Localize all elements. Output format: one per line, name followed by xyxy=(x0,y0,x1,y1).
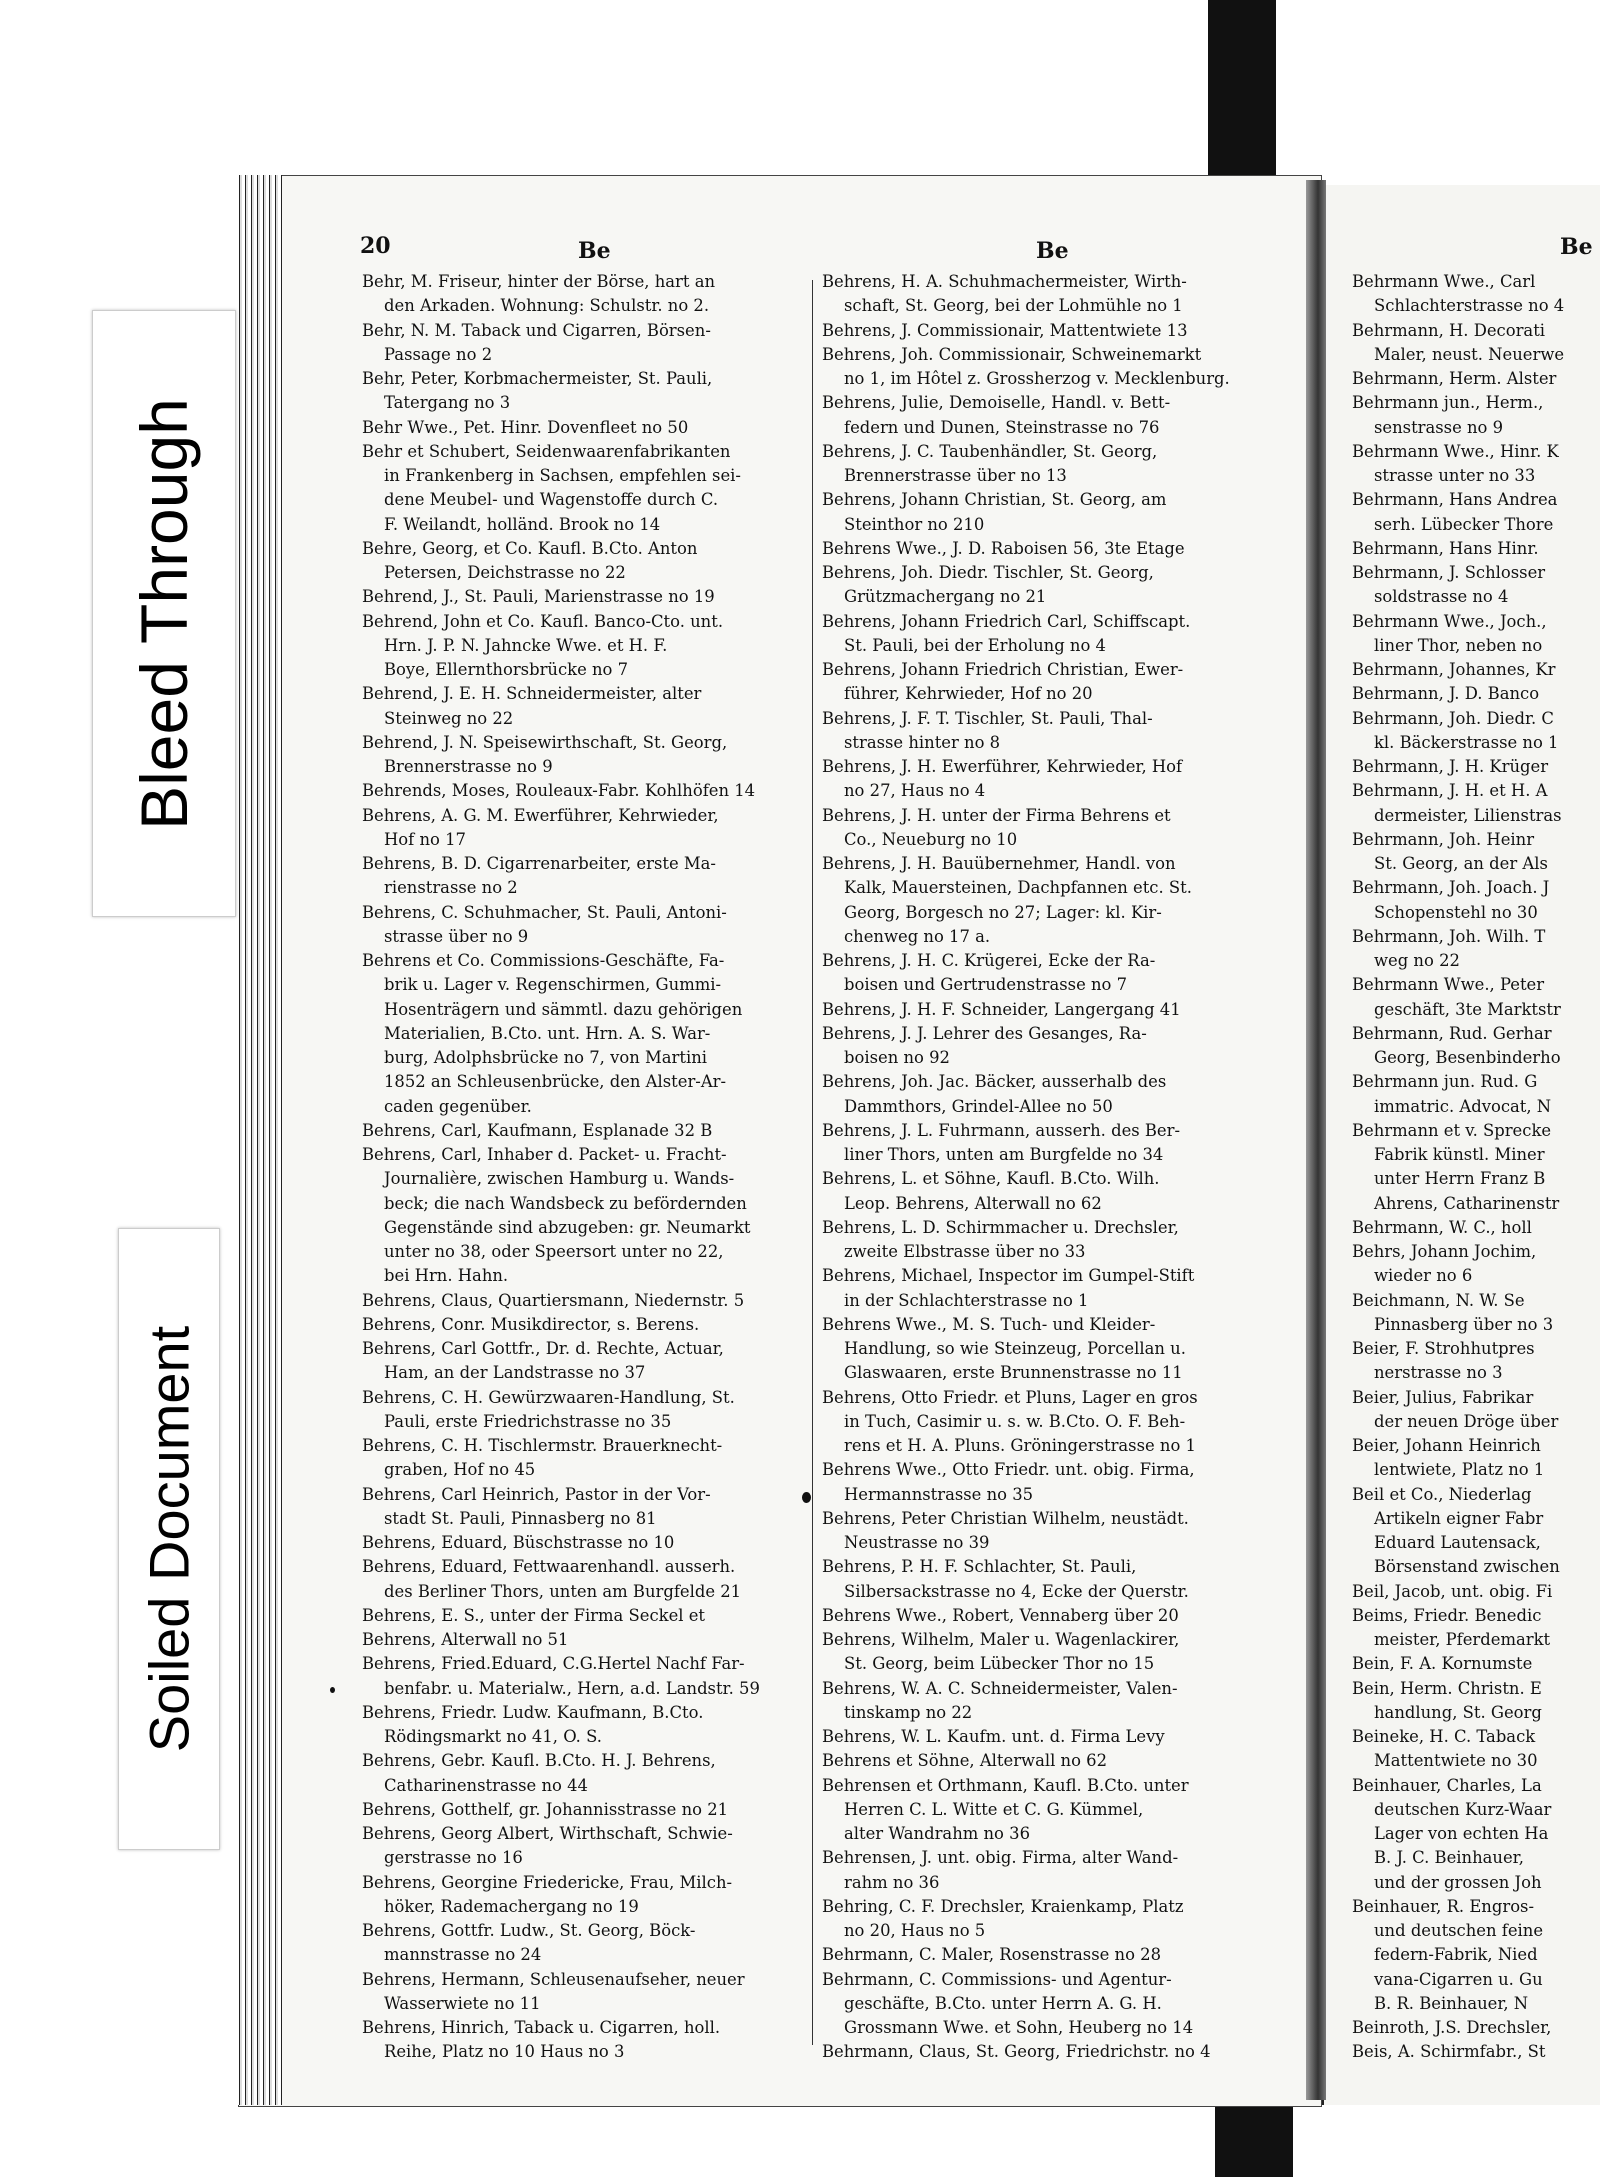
entry-line: schaft, St. Georg, bei der Lohmühle no 1 xyxy=(844,296,1183,316)
entry-line: Behrens, Joh. Commissionair, Schweinemarkt xyxy=(822,344,1202,364)
entry-line: Behrens, L. et Söhne, Kaufl. B.Cto. Wilh. xyxy=(822,1169,1160,1189)
entry-line: St. Georg, an der Als xyxy=(1374,854,1548,873)
entry-line: Behrmann jun., Herm., xyxy=(1352,393,1544,413)
entry-line: geschäft, 3te Marktstr xyxy=(1374,999,1561,1019)
entry-line: Materialien, B.Cto. unt. Hrn. A. S. War- xyxy=(384,1023,711,1043)
page-header-left: Be xyxy=(578,238,611,264)
entry-line: Behrmann, W. C., holl xyxy=(1352,1217,1532,1237)
entry-line: Behrmann et v. Sprecke xyxy=(1352,1120,1552,1140)
entry-line: boisen no 92 xyxy=(844,1048,950,1067)
entry-line: Behrmann Wwe., Carl xyxy=(1352,272,1536,291)
entry-line: Brennerstrasse über no 13 xyxy=(844,466,1067,485)
entry-line: Wasserwiete no 11 xyxy=(384,1993,541,2013)
ink-spot xyxy=(330,1687,335,1693)
soiled-document-text: Soiled Document xyxy=(137,1325,201,1753)
entry-line: Behrens Wwe., J. D. Raboisen 56, 3te Etage xyxy=(822,538,1185,558)
entry-line: Georg, Besenbinderho xyxy=(1374,1048,1561,1067)
entry-line: kl. Bäckerstrasse no 1 xyxy=(1374,732,1559,752)
entry-line: Behrens, Johann Friedrich Carl, Schiffscapt. xyxy=(822,611,1191,631)
entry-line: unter Herrn Franz B xyxy=(1374,1169,1546,1189)
entry-line: Behrens, J. H. F. Schneider, Langergang 41 xyxy=(822,999,1181,1019)
entry-line: boisen und Gertrudenstrasse no 7 xyxy=(844,975,1128,995)
entry-line: Beier, Johann Heinrich xyxy=(1352,1436,1541,1455)
entry-line: 1852 an Schleusenbrücke, den Alster-Ar- xyxy=(384,1072,727,1092)
soiled-document-label xyxy=(118,1228,220,1850)
entry-line: Behrens, B. D. Cigarrenarbeiter, erste Ma- xyxy=(362,854,716,873)
entry-line: Behrmann, Joh. Wilh. T xyxy=(1352,926,1546,946)
entry-line: chenweg no 17 a. xyxy=(844,926,991,946)
entry-line: B. J. C. Beinhauer, xyxy=(1374,1848,1524,1868)
entry-line: liner Thors, unten am Burgfelde no 34 xyxy=(844,1145,1164,1164)
entry-line: Steinweg no 22 xyxy=(384,708,514,728)
entry-line: beck; die nach Wandsbeck zu befördernden xyxy=(384,1193,747,1213)
entry-line: Behrmann, Joh. Joach. J xyxy=(1352,878,1550,898)
entry-line: Hermannstrasse no 35 xyxy=(844,1484,1034,1504)
entry-line: Lager von echten Ha xyxy=(1374,1824,1549,1843)
entry-line: Behrens, Conr. Musikdirector, s. Berens. xyxy=(362,1314,700,1334)
entry-line: B. R. Beinhauer, N xyxy=(1374,1993,1529,2013)
entry-line: und der grossen Joh xyxy=(1374,1872,1542,1892)
entry-line: Beinhauer, Charles, La xyxy=(1352,1775,1542,1795)
entry-line: Behrens, Hinrich, Taback u. Cigarren, holl. xyxy=(362,2018,721,2037)
entry-line: Grützmachergang no 21 xyxy=(844,587,1047,607)
entry-line: senstrasse no 9 xyxy=(1374,417,1504,437)
entry-line: Pinnasberg über no 3 xyxy=(1374,1314,1554,1334)
entry-line: Börsenstand zwischen xyxy=(1374,1557,1560,1577)
entry-line: in Tuch, Casimir u. s. w. B.Cto. O. F. Beh- xyxy=(844,1411,1186,1431)
page-header-center: Be xyxy=(1036,238,1069,264)
entry-line: Behrens, Georgine Friedericke, Frau, Milch- xyxy=(362,1872,733,1892)
entry-line: in der Schlachterstrasse no 1 xyxy=(844,1290,1089,1310)
entry-line: Fabrik künstl. Miner xyxy=(1374,1145,1545,1164)
entry-line: Behrens, Friedr. Ludw. Kaufmann, B.Cto. xyxy=(362,1702,704,1722)
page-header-right: Be xyxy=(1560,234,1593,260)
entry-line: Behrend, J., St. Pauli, Marienstrasse no 19 xyxy=(362,587,715,607)
entry-line: Behrmann Wwe., Hinr. K xyxy=(1352,441,1559,461)
entry-line: Behrens, Gottfr. Ludw., St. Georg, Böck- xyxy=(362,1921,696,1940)
entry-line: Bein, F. A. Kornumste xyxy=(1352,1654,1533,1674)
entry-line: Behrmann, C. Commissions- und Agentur- xyxy=(822,1969,1172,1989)
entry-line: Behre, Georg, et Co. Kaufl. B.Cto. Anton xyxy=(362,538,698,558)
entry-line: Hosenträgern und sämmtl. dazu gehörigen xyxy=(384,999,743,1019)
entry-line: Behrens, W. L. Kaufm. unt. d. Firma Levy xyxy=(822,1727,1165,1746)
directory-column-right xyxy=(1352,270,1600,2065)
entry-line: tinskamp no 22 xyxy=(844,1702,973,1722)
entry-line: brik u. Lager v. Regenschirmen, Gummi- xyxy=(384,975,722,995)
entry-line: alter Wandrahm no 36 xyxy=(844,1824,1030,1843)
entry-line: Rödingsmarkt no 41, O. S. xyxy=(384,1727,602,1746)
entry-line: Behrens, J. H. Ewerführer, Kehrwieder, Hof xyxy=(822,757,1183,776)
entry-line: Behrens et Co. Commissions-Geschäfte, Fa- xyxy=(362,951,725,970)
entry-line: Behrmann, J. H. et H. A xyxy=(1352,781,1548,801)
binding-strap-bottom xyxy=(1215,2105,1293,2177)
entry-line: Behrmann, Hans Andrea xyxy=(1352,490,1558,510)
entry-line: Behrmann, Rud. Gerhar xyxy=(1352,1023,1552,1043)
entry-line: Behrens, Johann Christian, St. Georg, am xyxy=(822,490,1167,510)
entry-line: in Frankenberg in Sachsen, empfehlen sei- xyxy=(384,466,741,485)
entry-line: Beinhauer, R. Engros- xyxy=(1352,1896,1535,1916)
entry-line: Behrens, Eduard, Fettwaarenhandl. ausserh. xyxy=(362,1557,736,1577)
entry-line: Behrens, Joh. Jac. Bäcker, ausserhalb des xyxy=(822,1072,1167,1092)
entry-line: Behrens, Michael, Inspector im Gumpel-Stift xyxy=(822,1266,1195,1286)
entry-line: Behrend, J. N. Speisewirthschaft, St. Georg, xyxy=(362,732,728,752)
bleed-through-text: Bleed Through xyxy=(127,397,201,830)
entry-line: Handlung, so wie Steinzeug, Porcellan u. xyxy=(844,1339,1186,1358)
entry-line: Behrens, J. C. Taubenhändler, St. Georg, xyxy=(822,441,1158,461)
entry-line: Hrn. J. P. N. Jahncke Wwe. et H. F. xyxy=(384,635,668,655)
entry-line: no 1, im Hôtel z. Grossherzog v. Mecklenburg. xyxy=(844,369,1230,388)
entry-line: Behrens Wwe., Otto Friedr. unt. obig. Firma, xyxy=(822,1460,1195,1480)
entry-line: Behrens, Carl Gottfr., Dr. d. Rechte, Actuar, xyxy=(362,1339,724,1358)
entry-line: Behrens, C. H. Gewürzwaaren-Handlung, St. xyxy=(362,1387,735,1407)
entry-line: St. Georg, beim Lübecker Thor no 15 xyxy=(844,1654,1155,1674)
entry-line: Journalière, zwischen Hamburg u. Wands- xyxy=(384,1169,735,1189)
entry-line: Behrend, J. E. H. Schneidermeister, alter xyxy=(362,684,702,704)
entry-line: burg, Adolphsbrücke no 7, von Martini xyxy=(384,1048,707,1067)
entry-line: Behrens, Peter Christian Wilhelm, neustädt. xyxy=(822,1508,1189,1528)
entry-line: Beier, Julius, Fabrikar xyxy=(1352,1387,1534,1407)
entry-line: vana-Cigarren u. Gu xyxy=(1374,1969,1543,1989)
entry-line: Behrens, J. H. C. Krügerei, Ecke der Ra- xyxy=(822,951,1156,970)
entry-line: Brennerstrasse no 9 xyxy=(384,757,553,776)
entry-line: Maler, neust. Neuerwe xyxy=(1374,344,1565,364)
entry-line: geschäfte, B.Cto. unter Herrn A. G. H. xyxy=(844,1993,1162,2013)
entry-line: Behrens, Gebr. Kaufl. B.Cto. H. J. Behrens, xyxy=(362,1751,716,1771)
entry-line: Herren C. L. Witte et C. G. Kümmel, xyxy=(844,1799,1144,1819)
entry-line: Neustrasse no 39 xyxy=(844,1533,990,1552)
entry-line: Behrens, J. H. unter der Firma Behrens et xyxy=(822,805,1171,825)
page-edge-stack xyxy=(236,175,282,2105)
entry-line: caden gegenüber. xyxy=(384,1096,532,1116)
entry-line: liner Thor, neben no xyxy=(1374,635,1543,655)
page-number: 20 xyxy=(360,233,391,259)
entry-line: Behrens, Carl, Inhaber d. Packet- u. Fracht- xyxy=(362,1145,727,1164)
entry-line: Tatergang no 3 xyxy=(384,393,511,413)
entry-line: Glaswaaren, erste Brunnenstrasse no 11 xyxy=(844,1363,1183,1383)
entry-line: handlung, St. Georg xyxy=(1374,1702,1542,1722)
entry-line: deutschen Kurz-Waar xyxy=(1374,1799,1552,1819)
entry-line: Behrmann, Joh. Heinr xyxy=(1352,829,1535,849)
entry-line: Beier, F. Strohhutpres xyxy=(1352,1339,1535,1358)
entry-line: strasse über no 9 xyxy=(384,926,529,946)
entry-line: Gegenstände sind abzugeben: gr. Neumarkt xyxy=(384,1217,751,1237)
entry-line: Boye, Ellernthorsbrücke no 7 xyxy=(384,660,629,679)
entry-line: Behrmann, J. Schlosser xyxy=(1352,563,1546,582)
entry-line: Behrmann, Hans Hinr. xyxy=(1352,538,1539,558)
entry-line: Steinthor no 210 xyxy=(844,514,985,534)
entry-line: Behrens, Alterwall no 51 xyxy=(362,1630,569,1649)
entry-line: rens et H. A. Pluns. Gröningerstrasse no 1 xyxy=(844,1436,1196,1455)
entry-line: Behrmann Wwe., Peter xyxy=(1352,975,1545,995)
entry-line: gerstrasse no 16 xyxy=(384,1848,523,1868)
entry-line: Behrmann Wwe., Joch., xyxy=(1352,611,1547,631)
entry-line: Behrens, J. F. T. Tischler, St. Pauli, Thal- xyxy=(822,708,1153,728)
book-gutter xyxy=(1306,180,1326,2100)
entry-line: Behrens, Carl Heinrich, Pastor in der Vor- xyxy=(362,1484,711,1504)
entry-line: Behrens, L. D. Schirmmacher u. Drechsler, xyxy=(822,1217,1179,1237)
entry-line: Behrens et Söhne, Alterwall no 62 xyxy=(822,1751,1108,1771)
entry-line: Reihe, Platz no 10 Haus no 3 xyxy=(384,2042,625,2062)
entry-line: Behrens, E. S., unter der Firma Seckel et xyxy=(362,1605,706,1625)
entry-line: Mattentwiete no 30 xyxy=(1374,1751,1538,1771)
entry-line: Behrens, H. A. Schuhmachermeister, Wirth- xyxy=(822,272,1187,291)
entry-line: no 20, Haus no 5 xyxy=(844,1921,986,1940)
entry-line: unter no 38, oder Speersort unter no 22, xyxy=(384,1242,724,1261)
entry-line: Behring, C. F. Drechsler, Kraienkamp, Platz xyxy=(822,1896,1184,1916)
entry-line: Behrens, Joh. Diedr. Tischler, St. Georg, xyxy=(822,563,1154,582)
entry-line: führer, Kehrwieder, Hof no 20 xyxy=(844,684,1093,704)
entry-line: Grossmann Wwe. et Sohn, Heuberg no 14 xyxy=(844,2018,1194,2037)
entry-line: lentwiete, Platz no 1 xyxy=(1374,1460,1545,1480)
entry-line: F. Weilandt, holländ. Brook no 14 xyxy=(384,514,661,534)
entry-line: Behrmann, J. H. Krüger xyxy=(1352,757,1549,776)
entry-line: Behrmann, Joh. Diedr. C xyxy=(1352,708,1554,728)
entry-line: Behrend, John et Co. Kaufl. Banco-Cto. unt. xyxy=(362,611,724,631)
directory-column-middle xyxy=(822,270,1277,2065)
entry-line: Leop. Behrens, Alterwall no 62 xyxy=(844,1193,1102,1213)
entry-line: Co., Neueburg no 10 xyxy=(844,829,1018,849)
entry-line: Beichmann, N. W. Se xyxy=(1352,1290,1525,1310)
bleed-through-label xyxy=(92,310,236,917)
entry-line: St. Pauli, bei der Erholung no 4 xyxy=(844,635,1106,655)
column-rule xyxy=(812,280,813,2045)
entry-line: Kalk, Mauersteinen, Dachpfannen etc. St. xyxy=(844,878,1192,898)
entry-line: serh. Lübecker Thore xyxy=(1374,514,1554,534)
entry-line: Hof no 17 xyxy=(384,829,466,849)
entry-line: Behrensen et Orthmann, Kaufl. B.Cto. unter xyxy=(822,1775,1189,1795)
entry-line: Schlachterstrasse no 4 xyxy=(1374,296,1565,316)
entry-line: Pauli, erste Friedrichstrasse no 35 xyxy=(384,1411,672,1431)
entry-line: Beil et Co., Niederlag xyxy=(1352,1484,1532,1504)
entry-line: Behr, Peter, Korbmachermeister, St. Pauli, xyxy=(362,369,713,388)
entry-line: Bein, Herm. Christn. E xyxy=(1352,1678,1542,1698)
entry-line: Behrens, Otto Friedr. et Pluns, Lager en gros xyxy=(822,1387,1198,1407)
entry-line: Petersen, Deichstrasse no 22 xyxy=(384,563,626,582)
directory-column-left xyxy=(362,270,810,2065)
entry-line: Behrens, Carl, Kaufmann, Esplanade 32 B xyxy=(362,1120,713,1140)
entry-line: Ahrens, Catharinenstr xyxy=(1374,1193,1560,1213)
entry-line: Behrens, J. J. Lehrer des Gesanges, Ra- xyxy=(822,1023,1147,1043)
entry-line: Behrens, C. Schuhmacher, St. Pauli, Antoni- xyxy=(362,902,727,922)
entry-line: Behrens, Julie, Demoiselle, Handl. v. Bett- xyxy=(822,393,1171,413)
entry-line: soldstrasse no 4 xyxy=(1374,587,1509,607)
entry-line: Schopenstehl no 30 xyxy=(1374,902,1538,922)
entry-line: Behrens, J. Commissionair, Mattentwiete 13 xyxy=(822,320,1188,340)
entry-line: Behrens, Eduard, Büschstrasse no 10 xyxy=(362,1533,675,1552)
entry-line: Behrmann, Herm. Alster xyxy=(1352,369,1557,388)
entry-line: zweite Elbstrasse über no 33 xyxy=(844,1242,1086,1261)
entry-line: meister, Pferdemarkt xyxy=(1374,1630,1551,1649)
entry-line: Beineke, H. C. Taback xyxy=(1352,1727,1536,1746)
entry-line: Behrens, Fried.Eduard, C.G.Hertel Nachf Far- xyxy=(362,1654,745,1674)
entry-line: rienstrasse no 2 xyxy=(384,878,518,898)
entry-line: Georg, Borgesch no 27; Lager: kl. Kir- xyxy=(844,902,1162,922)
binding-strap-top xyxy=(1208,0,1276,178)
entry-line: Behrens, Claus, Quartiersmann, Niedernstr. 5 xyxy=(362,1290,745,1310)
entry-line: Behrmann, Johannes, Kr xyxy=(1352,660,1556,679)
entry-line: Beims, Friedr. Benedic xyxy=(1352,1605,1542,1625)
entry-line: Passage no 2 xyxy=(384,344,493,364)
entry-line: den Arkaden. Wohnung: Schulstr. no 2. xyxy=(384,296,710,316)
entry-line: Beinroth, J.S. Drechsler, xyxy=(1352,2018,1552,2037)
entry-line: Behrs, Johann Jochim, xyxy=(1352,1242,1537,1261)
entry-line: Behrens, J. L. Fuhrmann, ausserh. des Ber- xyxy=(822,1120,1181,1140)
entry-line: bei Hrn. Hahn. xyxy=(384,1266,509,1286)
entry-line: mannstrasse no 24 xyxy=(384,1945,542,1965)
entry-line: rahm no 36 xyxy=(844,1872,940,1892)
entry-line: nerstrasse no 3 xyxy=(1374,1363,1503,1383)
entry-line: Behrens, C. H. Tischlermstr. Brauerknecht- xyxy=(362,1436,723,1455)
entry-line: dene Meubel- und Wagenstoffe durch C. xyxy=(384,490,719,510)
entry-line: benfabr. u. Materialw., Hern, a.d. Landstr. 59 xyxy=(384,1678,760,1698)
entry-line: Behrens, P. H. F. Schlachter, St. Pauli, xyxy=(822,1557,1137,1577)
entry-line: Eduard Lautensack, xyxy=(1374,1533,1541,1552)
entry-line: Behrmann, C. Maler, Rosenstrasse no 28 xyxy=(822,1945,1162,1965)
entry-line: Behrens, Hermann, Schleusenaufseher, neuer xyxy=(362,1969,745,1989)
entry-line: stadt St. Pauli, Pinnasberg no 81 xyxy=(384,1508,657,1528)
entry-line: Behrens, Johann Friedrich Christian, Ewer- xyxy=(822,660,1184,679)
entry-line: und deutschen feine xyxy=(1374,1921,1544,1940)
entry-line: Catharinenstrasse no 44 xyxy=(384,1775,588,1795)
entry-line: Behrensen, J. unt. obig. Firma, alter Wand- xyxy=(822,1848,1179,1868)
entry-line: Behrens, Wilhelm, Maler u. Wagenlackirer, xyxy=(822,1630,1180,1649)
entry-line: Behrens, W. A. C. Schneidermeister, Valen- xyxy=(822,1678,1178,1698)
entry-line: höker, Rademachergang no 19 xyxy=(384,1896,639,1916)
entry-line: Behr et Schubert, Seidenwaarenfabrikanten xyxy=(362,441,731,461)
entry-line: Artikeln eigner Fabr xyxy=(1374,1508,1544,1528)
entry-line: Behrens Wwe., M. S. Tuch- und Kleider- xyxy=(822,1314,1156,1334)
entry-line: no 27, Haus no 4 xyxy=(844,781,986,801)
entry-line: Behrmann, H. Decorati xyxy=(1352,320,1546,340)
entry-line: strasse unter no 33 xyxy=(1374,466,1536,485)
entry-line: Silbersackstrasse no 4, Ecke der Querstr. xyxy=(844,1581,1189,1601)
entry-line: Dammthors, Grindel-Allee no 50 xyxy=(844,1096,1113,1116)
entry-line: Behrens, J. H. Bauübernehmer, Handl. von xyxy=(822,854,1176,873)
entry-line: Behrens, A. G. M. Ewerführer, Kehrwieder, xyxy=(362,805,719,825)
entry-line: immatric. Advocat, N xyxy=(1374,1096,1552,1116)
entry-line: Behrmann, Claus, St. Georg, Friedrichstr. no 4 xyxy=(822,2042,1211,2062)
entry-line: Behrens, Georg Albert, Wirthschaft, Schwie- xyxy=(362,1824,733,1843)
entry-line: graben, Hof no 45 xyxy=(384,1460,536,1480)
entry-line: federn und Dunen, Steinstrasse no 76 xyxy=(844,417,1160,437)
entry-line: Behr Wwe., Pet. Hinr. Dovenfleet no 50 xyxy=(362,417,689,437)
entry-line: strasse hinter no 8 xyxy=(844,732,1001,752)
entry-line: wieder no 6 xyxy=(1374,1266,1473,1286)
entry-line: federn-Fabrik, Nied xyxy=(1374,1945,1538,1965)
entry-line: Beil, Jacob, unt. obig. Fi xyxy=(1352,1581,1553,1601)
entry-line: dermeister, Lilienstras xyxy=(1374,805,1562,825)
entry-line: Behrens Wwe., Robert, Vennaberg über 20 xyxy=(822,1605,1179,1625)
entry-line: der neuen Dröge über xyxy=(1374,1411,1559,1431)
ink-spot xyxy=(802,1492,811,1503)
entry-line: Behrens, Gotthelf, gr. Johannisstrasse no 21 xyxy=(362,1799,729,1819)
entry-line: Behr, M. Friseur, hinter der Börse, hart an xyxy=(362,272,716,291)
entry-line: weg no 22 xyxy=(1374,951,1460,970)
entry-line: Behrends, Moses, Rouleaux-Fabr. Kohlhöfen 14 xyxy=(362,781,756,801)
entry-line: Behrmann, J. D. Banco xyxy=(1352,684,1540,704)
entry-line: Ham, an der Landstrasse no 37 xyxy=(384,1363,646,1383)
entry-line: Behr, N. M. Taback und Cigarren, Börsen- xyxy=(362,320,711,340)
entry-line: Beis, A. Schirmfabr., St xyxy=(1352,2042,1546,2062)
entry-line: des Berliner Thors, unten am Burgfelde 21 xyxy=(384,1581,742,1601)
entry-line: Behrmann jun. Rud. G xyxy=(1352,1072,1538,1092)
